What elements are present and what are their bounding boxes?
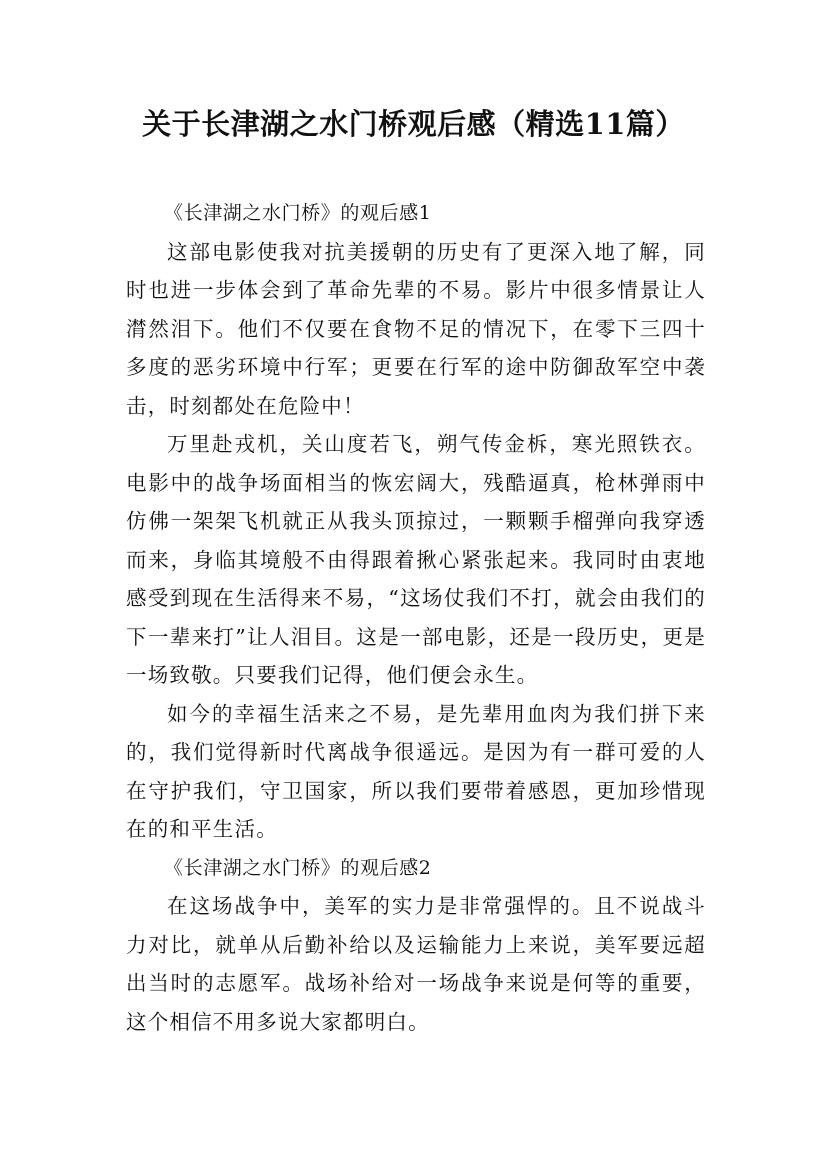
section-1 bbox=[126, 194, 706, 849]
section-heading: 《长津湖之水门桥》的观后感2 bbox=[164, 856, 432, 879]
paragraph: 万里赴戎机，关山度若飞，朔气传金柝，寒光照铁衣。电影中的战争场面相当的恢宏阔大，残酷逼真，枪林弹雨中仿佛一架架飞机就正从我头顶掠过，一颗颗手榴弹向我穿透而来，身临其境般不由得跟着揪心紧张起来。我同时由衷地感受到现在生活得来不易，“这场仗我们不打，就会由我们的下一辈来打”让人泪目。这是一部电影，还是一段历史，更是一场致敬。只要我们记得，他们便会永生。 bbox=[126, 432, 706, 687]
paragraph: 如今的幸福生活来之不易，是先辈用血肉为我们拼下来的，我们觉得新时代离战争很遥远。是因为有一群可爱的人在守护我们，守卫国家，所以我们要带着感恩，更加珍惜现在的和平生活。 bbox=[126, 701, 706, 841]
section-2 bbox=[126, 849, 706, 1042]
paragraph: 在这场战争中，美军的实力是非常强悍的。且不说战斗力对比，就单从后勤补给以及运输能力上来说，美军要远超出当时的志愿军。战场补给对一场战争来说是何等的重要，这个相信不用多说大家都明白。 bbox=[126, 894, 706, 1034]
document-title: 关于长津湖之水门桥观后感（精选11篇） bbox=[142, 107, 685, 141]
document-body bbox=[126, 194, 706, 1041]
paragraph: 这部电影使我对抗美援朝的历史有了更深入地了解，同时也进一步体会到了革命先辈的不易。影片中很多情景让人潸然泪下。他们不仅要在食物不足的情况下，在零下三四十多度的恶劣环境中行军；更要在行军的途中防御敌军空中袭击，时刻都处在危险中！ bbox=[126, 239, 706, 418]
section-heading: 《长津湖之水门桥》的观后感1 bbox=[164, 202, 432, 224]
